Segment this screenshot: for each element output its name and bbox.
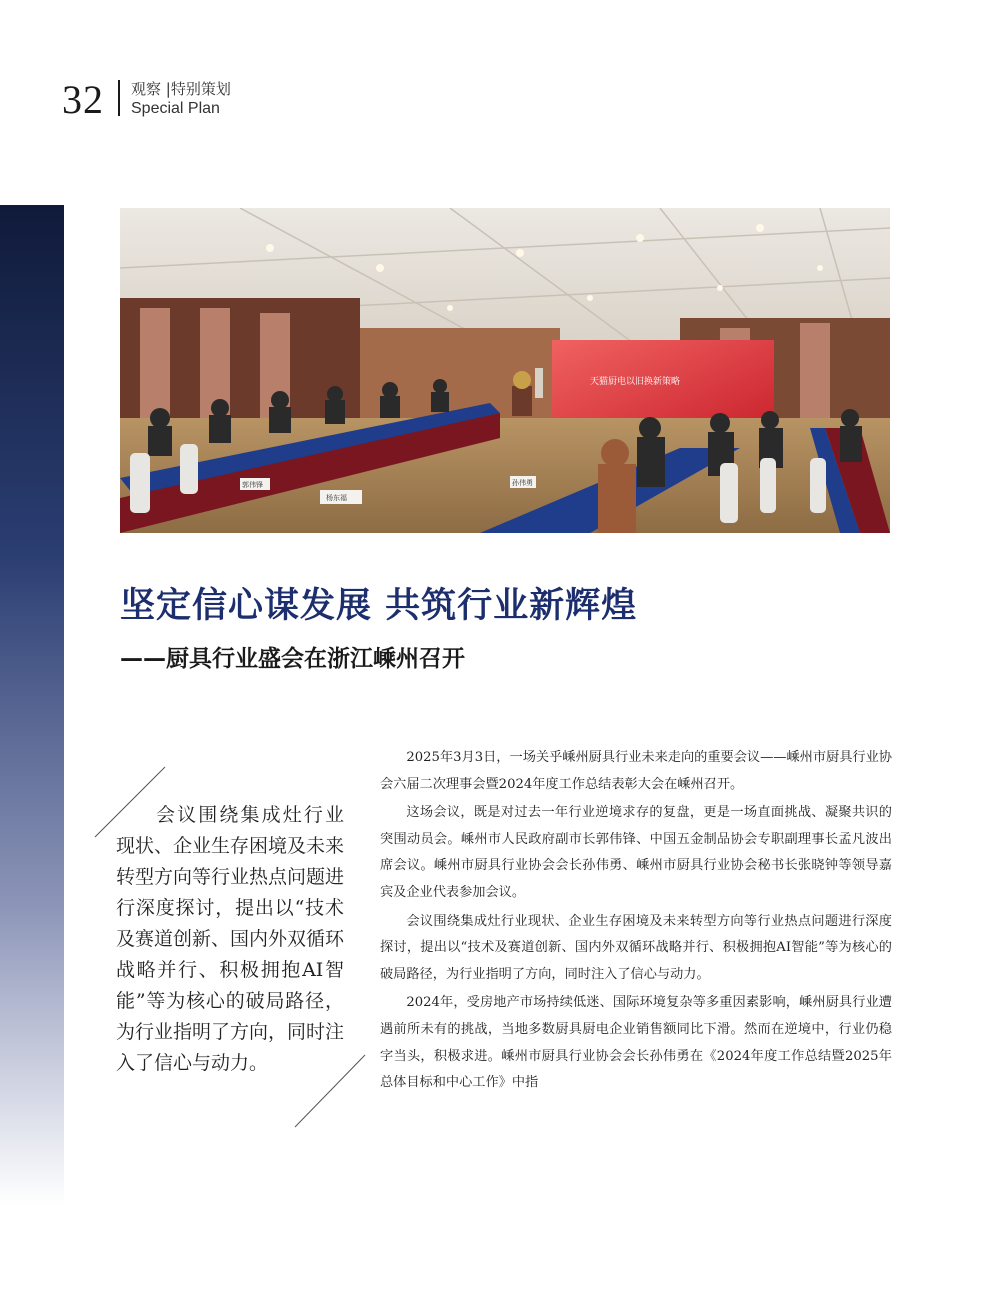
body-paragraph: 2024年，受房地产市场持续低迷、国际环境复杂等多重因素影响，嵊州厨具行业遭遇前所未有的挑战，当地多数厨具厨电企业销售额同比下滑。然而在逆境中，行业仍稳字当头，积极求进。嵊州市厨具行业协会会长孙伟勇在《2024年度工作总结暨2025年总体目标和中心工作》中指	[380, 995, 892, 1091]
body-paragraph: 这场会议，既是对过去一年行业逆境求存的复盘，更是一场直面挑战、凝聚共识的突围动员会。嵊州市人民政府副市长郭伟锋、中国五金制品协会专职副理事长孟凡波出席会议。嵊州市厨具行业协会会长孙伟勇、嵊州市厨具行业协会秘书长张晓钟等领导嘉宾及企业代表参加会议。	[380, 805, 892, 900]
section-category: 观察 |特别策划	[131, 80, 231, 98]
header-divider	[118, 80, 120, 116]
body-paragraph: 2025年3月3日，一场关乎嵊州厨具行业未来走向的重要会议——嵊州市厨具行业协会六届二次理事会暨2024年度工作总结表彰大会在嵊州召开。	[380, 750, 892, 792]
pull-quote: 会议围绕集成灶行业现状、企业生存困境及未来转型方向等行业热点问题进行深度探讨，提出以“技术及赛道创新、国内外双循环战略并行、积极拥抱AI智能”等为核心的破局路径，为行业指明了方向，同时注入了信心与动力。	[116, 804, 345, 1074]
section-category-english: Special Plan	[131, 100, 220, 117]
article-title: 坚定信心谋发展 共筑行业新辉煌	[120, 586, 638, 626]
article-body	[380, 745, 892, 1099]
page-number: 32	[62, 77, 104, 122]
name-card-3: 孙伟勇	[512, 479, 533, 487]
body-paragraph: 会议围绕集成灶行业现状、企业生存困境及未来转型方向等行业热点问题进行深度探讨，提出以“技术及赛道创新、国内外双循环战略并行、积极拥抱AI智能”等为核心的破局路径，为行业指明了方向，同时注入了信心与动力。	[380, 913, 892, 982]
article-subtitle: ——厨具行业盛会在浙江嵊州召开	[120, 646, 465, 672]
screen-slide-text: 天猫厨电以旧换新策略	[590, 377, 681, 387]
conference-photo	[120, 208, 890, 533]
name-card-2: 郭伟锋	[242, 481, 263, 489]
decorative-side-bar	[0, 205, 64, 1205]
name-card-1: 杨东福	[326, 494, 347, 502]
